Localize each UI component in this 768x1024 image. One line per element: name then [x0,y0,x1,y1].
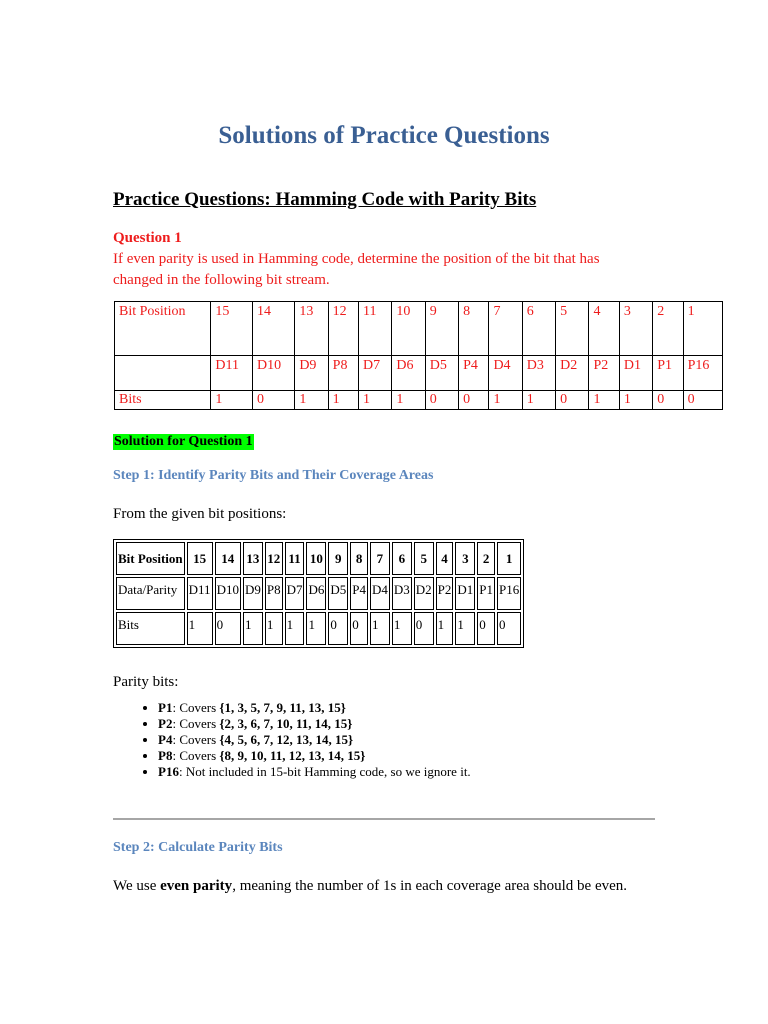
table-cell: 1 [619,391,652,410]
parity-bit-name: P16 [158,764,179,779]
parity-list-item [158,700,718,716]
table-cell: 1 [187,612,213,645]
even-text-after: , meaning the number of 1s in each coverage area should be even. [232,878,628,894]
table-cell: 1 [683,302,722,356]
table-cell: D2 [556,356,589,391]
parity-coverage-set: {8, 9, 10, 11, 12, 13, 14, 15} [219,748,366,763]
table-cell [115,356,211,391]
table-cell: 15 [187,542,213,575]
table-cell: 6 [522,302,555,356]
parity-bits-label: Parity bits: [113,674,179,690]
step2-heading: Step 2: Calculate Parity Bits [113,840,283,855]
parity-coverage-set: {1, 3, 5, 7, 9, 11, 13, 15} [219,700,346,715]
table-cell: 5 [414,542,434,575]
section-heading: Practice Questions: Hamming Code with Parity Bits [113,189,537,210]
table-cell: D9 [295,356,328,391]
table-cell: D7 [285,577,305,610]
table-cell: 9 [328,542,348,575]
parity-list-item [158,716,718,732]
table-cell: P2 [589,356,619,391]
parity-text: : Covers [172,716,220,731]
table-cell: Bits [115,391,211,410]
table-cell: 0 [497,612,521,645]
parity-list-item [158,764,718,780]
table-row [116,577,521,610]
table-cell: 0 [556,391,589,410]
table-cell: 11 [359,302,392,356]
table-cell: 13 [295,302,328,356]
table-cell: 1 [522,391,555,410]
solution-bit-table [113,539,524,648]
table-cell: D10 [215,577,241,610]
table-cell: 15 [211,302,253,356]
parity-text: : Not included in 15-bit Hamming code, so we ignore it. [178,764,471,779]
table-cell: D5 [328,577,348,610]
table-cell: P8 [265,577,283,610]
table-cell: 1 [455,612,475,645]
from-text: From the given bit positions: [113,506,287,522]
table-cell: 1 [589,391,619,410]
table-cell: 1 [497,542,521,575]
table-cell: 6 [392,542,412,575]
parity-coverage-list [113,700,718,780]
table-cell: Bits [116,612,185,645]
table-cell: D11 [187,577,213,610]
table-cell: 0 [414,612,434,645]
parity-text: : Covers [172,700,220,715]
table-cell: 1 [306,612,326,645]
even-text-before: We use [113,878,161,894]
parity-text: : Covers [172,748,220,763]
table-cell: D10 [253,356,295,391]
table-cell: 1 [370,612,390,645]
solution-label: Solution for Question 1 [114,434,253,449]
table-cell: 3 [455,542,475,575]
table-cell: 14 [253,302,295,356]
table-cell: D9 [243,577,263,610]
table-cell: 8 [459,302,489,356]
parity-bit-name: P4 [158,732,173,747]
table-row [116,542,521,575]
table-cell: 0 [328,612,348,645]
table-cell: D2 [414,577,434,610]
table-cell: 13 [243,542,263,575]
table-cell: D3 [522,356,555,391]
table-cell: 0 [653,391,683,410]
parity-coverage-set: {2, 3, 6, 7, 10, 11, 14, 15} [219,716,353,731]
even-parity-text [113,878,627,895]
table-row [116,612,521,645]
table-cell: 0 [459,391,489,410]
table-cell: P16 [683,356,722,391]
table-cell: 1 [359,391,392,410]
table-cell: P8 [328,356,358,391]
table-cell: D7 [359,356,392,391]
table-cell: 1 [285,612,305,645]
parity-bit-name: P8 [158,748,173,763]
table-cell: P4 [350,577,368,610]
question-bit-table [114,301,723,410]
parity-list-item [158,732,718,748]
table-cell: Data/Parity [116,577,185,610]
table-cell: P1 [477,577,495,610]
table-row [115,391,723,410]
step1-heading: Step 1: Identify Parity Bits and Their Coverage Areas [113,468,434,483]
table-cell: D5 [425,356,458,391]
table-cell: D1 [455,577,475,610]
table-cell: P1 [653,356,683,391]
table-cell: P16 [497,577,521,610]
table-cell: 0 [350,612,368,645]
table-cell: 1 [489,391,522,410]
table-cell: D6 [306,577,326,610]
table-cell: 3 [619,302,652,356]
table-cell: 1 [328,391,358,410]
horizontal-divider [113,818,655,820]
table-cell: D4 [370,577,390,610]
table-cell: D1 [619,356,652,391]
table-cell: 0 [683,391,722,410]
table-cell: 1 [243,612,263,645]
table-cell: 10 [306,542,326,575]
table-cell: 1 [265,612,283,645]
table-cell: 4 [589,302,619,356]
table-cell: Bit Position [115,302,211,356]
table-cell: 14 [215,542,241,575]
table-cell: 1 [295,391,328,410]
question-label: Question 1 [113,230,182,246]
table-cell: 4 [436,542,454,575]
table-cell: 5 [556,302,589,356]
table-cell: P2 [436,577,454,610]
parity-coverage-set: {4, 5, 6, 7, 12, 13, 14, 15} [219,732,354,747]
parity-text: : Covers [172,732,220,747]
table-cell: 7 [370,542,390,575]
parity-bit-name: P2 [158,716,173,731]
table-cell: 12 [328,302,358,356]
table-cell: 2 [653,302,683,356]
parity-bit-name: P1 [158,700,173,715]
table-cell: 0 [425,391,458,410]
parity-list-item [158,748,718,764]
table-cell: 1 [436,612,454,645]
table-cell: D6 [392,356,425,391]
table-row [115,356,723,391]
table-cell: 2 [477,542,495,575]
page-title: Solutions of Practice Questions [218,122,550,149]
table-cell: 0 [253,391,295,410]
table-cell: 7 [489,302,522,356]
table-cell: D11 [211,356,253,391]
even-parity-term: even parity [160,878,233,894]
table-cell: D4 [489,356,522,391]
table-cell: 12 [265,542,283,575]
table-cell: 9 [425,302,458,356]
table-cell: Bit Position [116,542,185,575]
table-cell: 1 [392,391,425,410]
table-cell: D3 [392,577,412,610]
table-cell: 0 [477,612,495,645]
table-cell: 1 [211,391,253,410]
table-cell: 0 [215,612,241,645]
table-cell: P4 [459,356,489,391]
question-text: If even parity is used in Hamming code, determine the position of the bit that has changed in the following bit stream. [113,251,600,288]
table-row [115,302,723,356]
table-cell: 11 [285,542,305,575]
table-cell: 8 [350,542,368,575]
table-cell: 1 [392,612,412,645]
table-cell: 10 [392,302,425,356]
